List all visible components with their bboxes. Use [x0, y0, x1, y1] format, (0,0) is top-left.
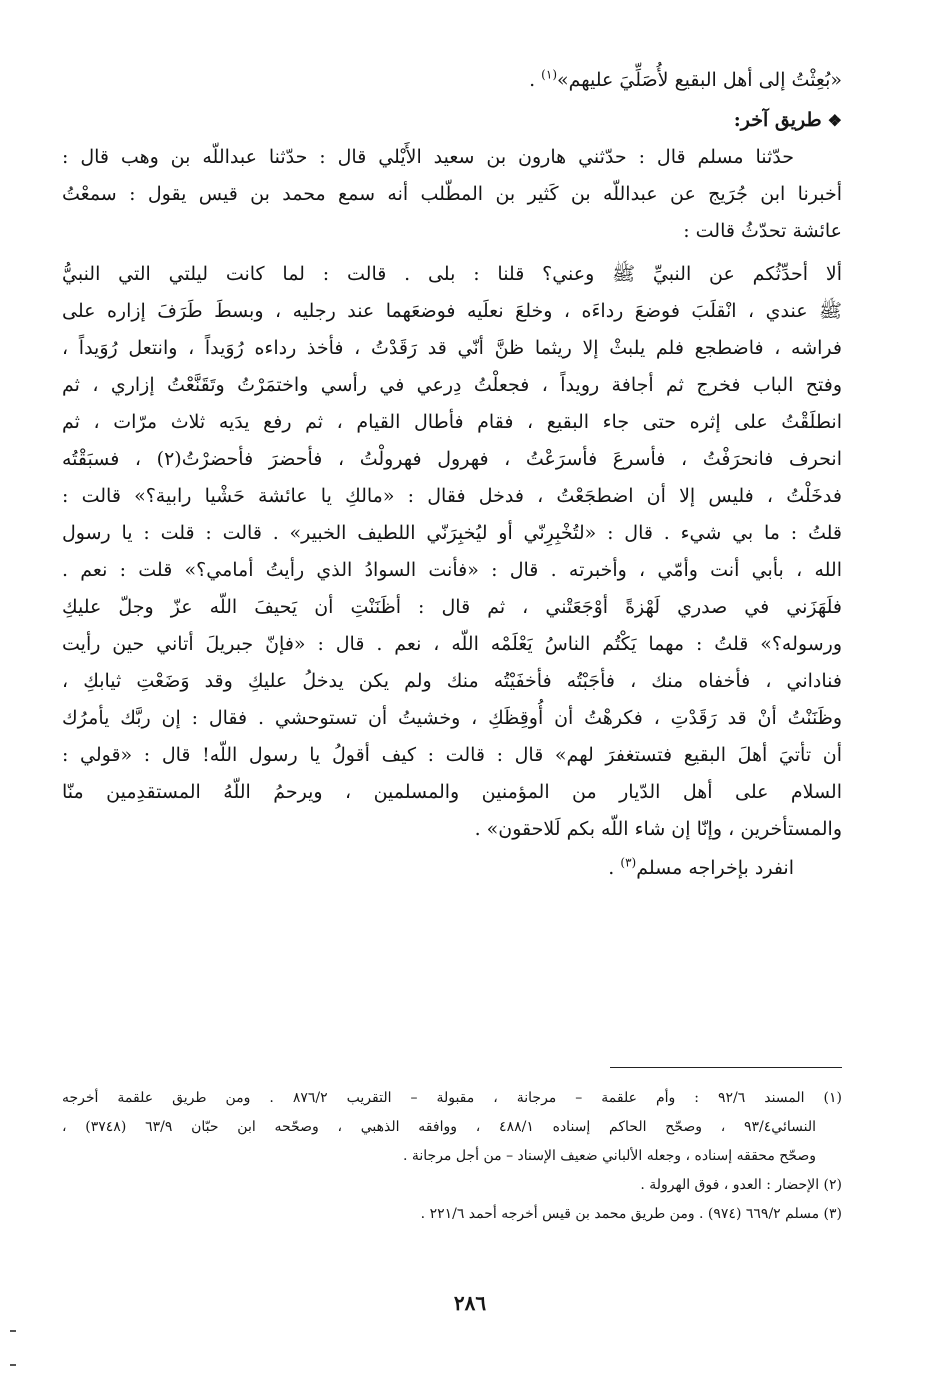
- hadith-line: والمستأخرين ، وإنّا إن شاء اللّه بكم لَلاحقون» .: [474, 818, 842, 840]
- isnad-line: حدّثنا مسلم قال : حدّثني هارون بن سعيد الأَيْلي قال : حدّثنا عبداللّه بن وهب قال :: [62, 146, 794, 168]
- page-number: ٢٨٦: [453, 1291, 487, 1315]
- isnad-paragraph: [62, 139, 842, 176]
- opening-quote-text: «بُعِثْتُ إلى أهل البقيع لأُصَلِّيَ عليهم»: [557, 69, 842, 91]
- hadith-line: وفتح الباب فخرج ثم أجافة رويداً ، فجعلْتُ دِرعي في رأسي واختمَرْتُ وتَقَنَّعْتُ إزاري ، ثم: [62, 374, 842, 396]
- footnote-separator: [610, 1067, 842, 1068]
- hadith-line: وظَنَنْتُ أنْ قد رَقَدْتِ ، فكرهْتُ أن أُوقِظَكِ ، وخشيتُ أن تستوحشي . فقال : إن ربَّك يأمرُك: [62, 707, 842, 729]
- closing-remark-text: انفرد بإخراجه مسلم: [636, 857, 794, 879]
- hadith-line: انحرف فانحرَفْتُ ، فأسرعَ فأسرَعْتُ ، فهرول فهرولْتُ ، فأحضرَ فأحضرْتُ(٢) ، فسبَقْتُه: [62, 448, 842, 470]
- hadith-line: انطلَقْتُ على إثره حتى جاء البقيع ، فقام فأطال القيام ، ثم رفع يدَيه ثلاث مرّات ، ثم: [62, 411, 842, 433]
- opening-quote-end: .: [529, 69, 542, 91]
- isnad-continuation: [62, 176, 842, 250]
- footnote-line: (٢) الإحضار : العدو ، فوق الهرولة .: [640, 1177, 842, 1193]
- footnote-marker-3: (٣): [620, 855, 637, 870]
- scan-edge-mark: [10, 1330, 16, 1332]
- hadith-line: الله ، بأبي أنت وأمّي ، وأخبرته . قال : «فأنت السوادُ الذي رأيتُ أمامي؟» قلت : نعم .: [62, 559, 842, 581]
- hadith-line: قلتُ : ما بي شيء . قال : «لتُخْبِرِنّي أو ليُخبِرَنّي اللطيف الخبير» . قالت : قلت : يا رسول: [62, 522, 842, 544]
- hadith-line: فدخَلْتُ ، فليس إلا أن اضطجَعْتُ ، فدخل فقال : «مالكِ يا عائشة حَشْيا رابية؟» قالت :: [62, 485, 842, 507]
- hadith-line: فناداني ، فأخفاه منك ، فأجَبْتُه فأخفَيْتُه منك ولم يكن يدخلُ عليكِ وقد وَضَعْتِ ثيابكِ ،: [62, 670, 842, 692]
- footnote-line: النسائي٩٣/٤ ، وصحّح الحاكم إسناده ٤٨٨/١ ، ووافقه الذهبي ، وصحّحه ابن حبّان ٦٣/٩ (٣٧٤٨) ،: [62, 1119, 816, 1135]
- closing-remark: [62, 850, 842, 887]
- section-heading-text: طريق آخر:: [733, 109, 822, 131]
- footnote-line: وصحّح محققه إسناده ، وجعله الألباني ضعيف الإسناد – من أجل مرجانة .: [402, 1148, 816, 1164]
- footnote-line: (٣) مسلم ٦٦٩/٢ (٩٧٤) . ومن طريق محمد بن قيس أخرجه أحمد ٢٢١/٦ .: [420, 1206, 842, 1222]
- isnad-line: أخبرنا ابن جُرَيج عن عبداللّه بن كَثير بن المطّلب أنه سمع محمد بن قيس يقول : سمعْتُ: [62, 183, 842, 205]
- footnote-marker-1: (١): [541, 67, 557, 82]
- hadith-paragraph: [62, 256, 842, 848]
- hadith-line: فلَهَزَني في صدري لَهْزةً أوْجَعَتْني ، ثم قال : أظَنَنْتِ أن يَحيفَ اللّه عزّ وجلّ عليكِ: [62, 596, 842, 618]
- opening-quote: [62, 62, 842, 99]
- page-body: [62, 62, 842, 887]
- footnote-line: (١) المسند ٩٢/٦ : وأم علقمة – مرجانة ، مقبولة – التقريب ٨٧٦/٢ . ومن طريق علقمة أخرجه: [62, 1090, 843, 1106]
- footnotes: [62, 1084, 842, 1229]
- hadith-line: أن تأتيَ أهلَ البقيع فتستغفرَ لهم» قال : قالت : كيف أقولُ يا رسول اللّه! قال : «قولي :: [62, 744, 842, 766]
- hadith-line: ورسوله؟» قلتُ : مهما يَكْتُم الناسُ يَعْلَمْه اللّه ، نعم . قال : «فإنّ جبريلَ أتاني حين رأيت: [62, 633, 842, 655]
- closing-remark-end: .: [608, 857, 621, 879]
- hadith-line: فراشه ، فاضطجع فلم يلبثْ إلا ريثما ظنَّ أنّي قد رَقَدْتُ ، فأخذ رداءه رُوَيداً ، وانتعل رُوَيداً ،: [62, 337, 842, 359]
- section-heading: [62, 102, 842, 139]
- hadith-line: ألا أحدِّثُكم عن النبيِّ ﷺ وعني؟ قلنا : بلى . قالت : لما كانت ليلتي التي النبيُّ: [62, 263, 842, 285]
- isnad-line: عائشة تحدّثُ قالت :: [683, 220, 842, 242]
- hadith-line: السلام على أهل الدّيار من المؤمنين والمسلمين ، ويرحمُ اللّهُ المستقدِمين منّا: [62, 781, 842, 803]
- diamond-bullet-icon: ❖: [827, 111, 842, 130]
- scan-edge-mark: [10, 1364, 16, 1366]
- hadith-line: ﷺ عندي ، انْقلَبَ فوضعَ رداءَه ، وخلعَ نعلَيه فوضعَهما عند رجليه ، وبسطَ طَرَفَ إزاره على: [62, 300, 842, 322]
